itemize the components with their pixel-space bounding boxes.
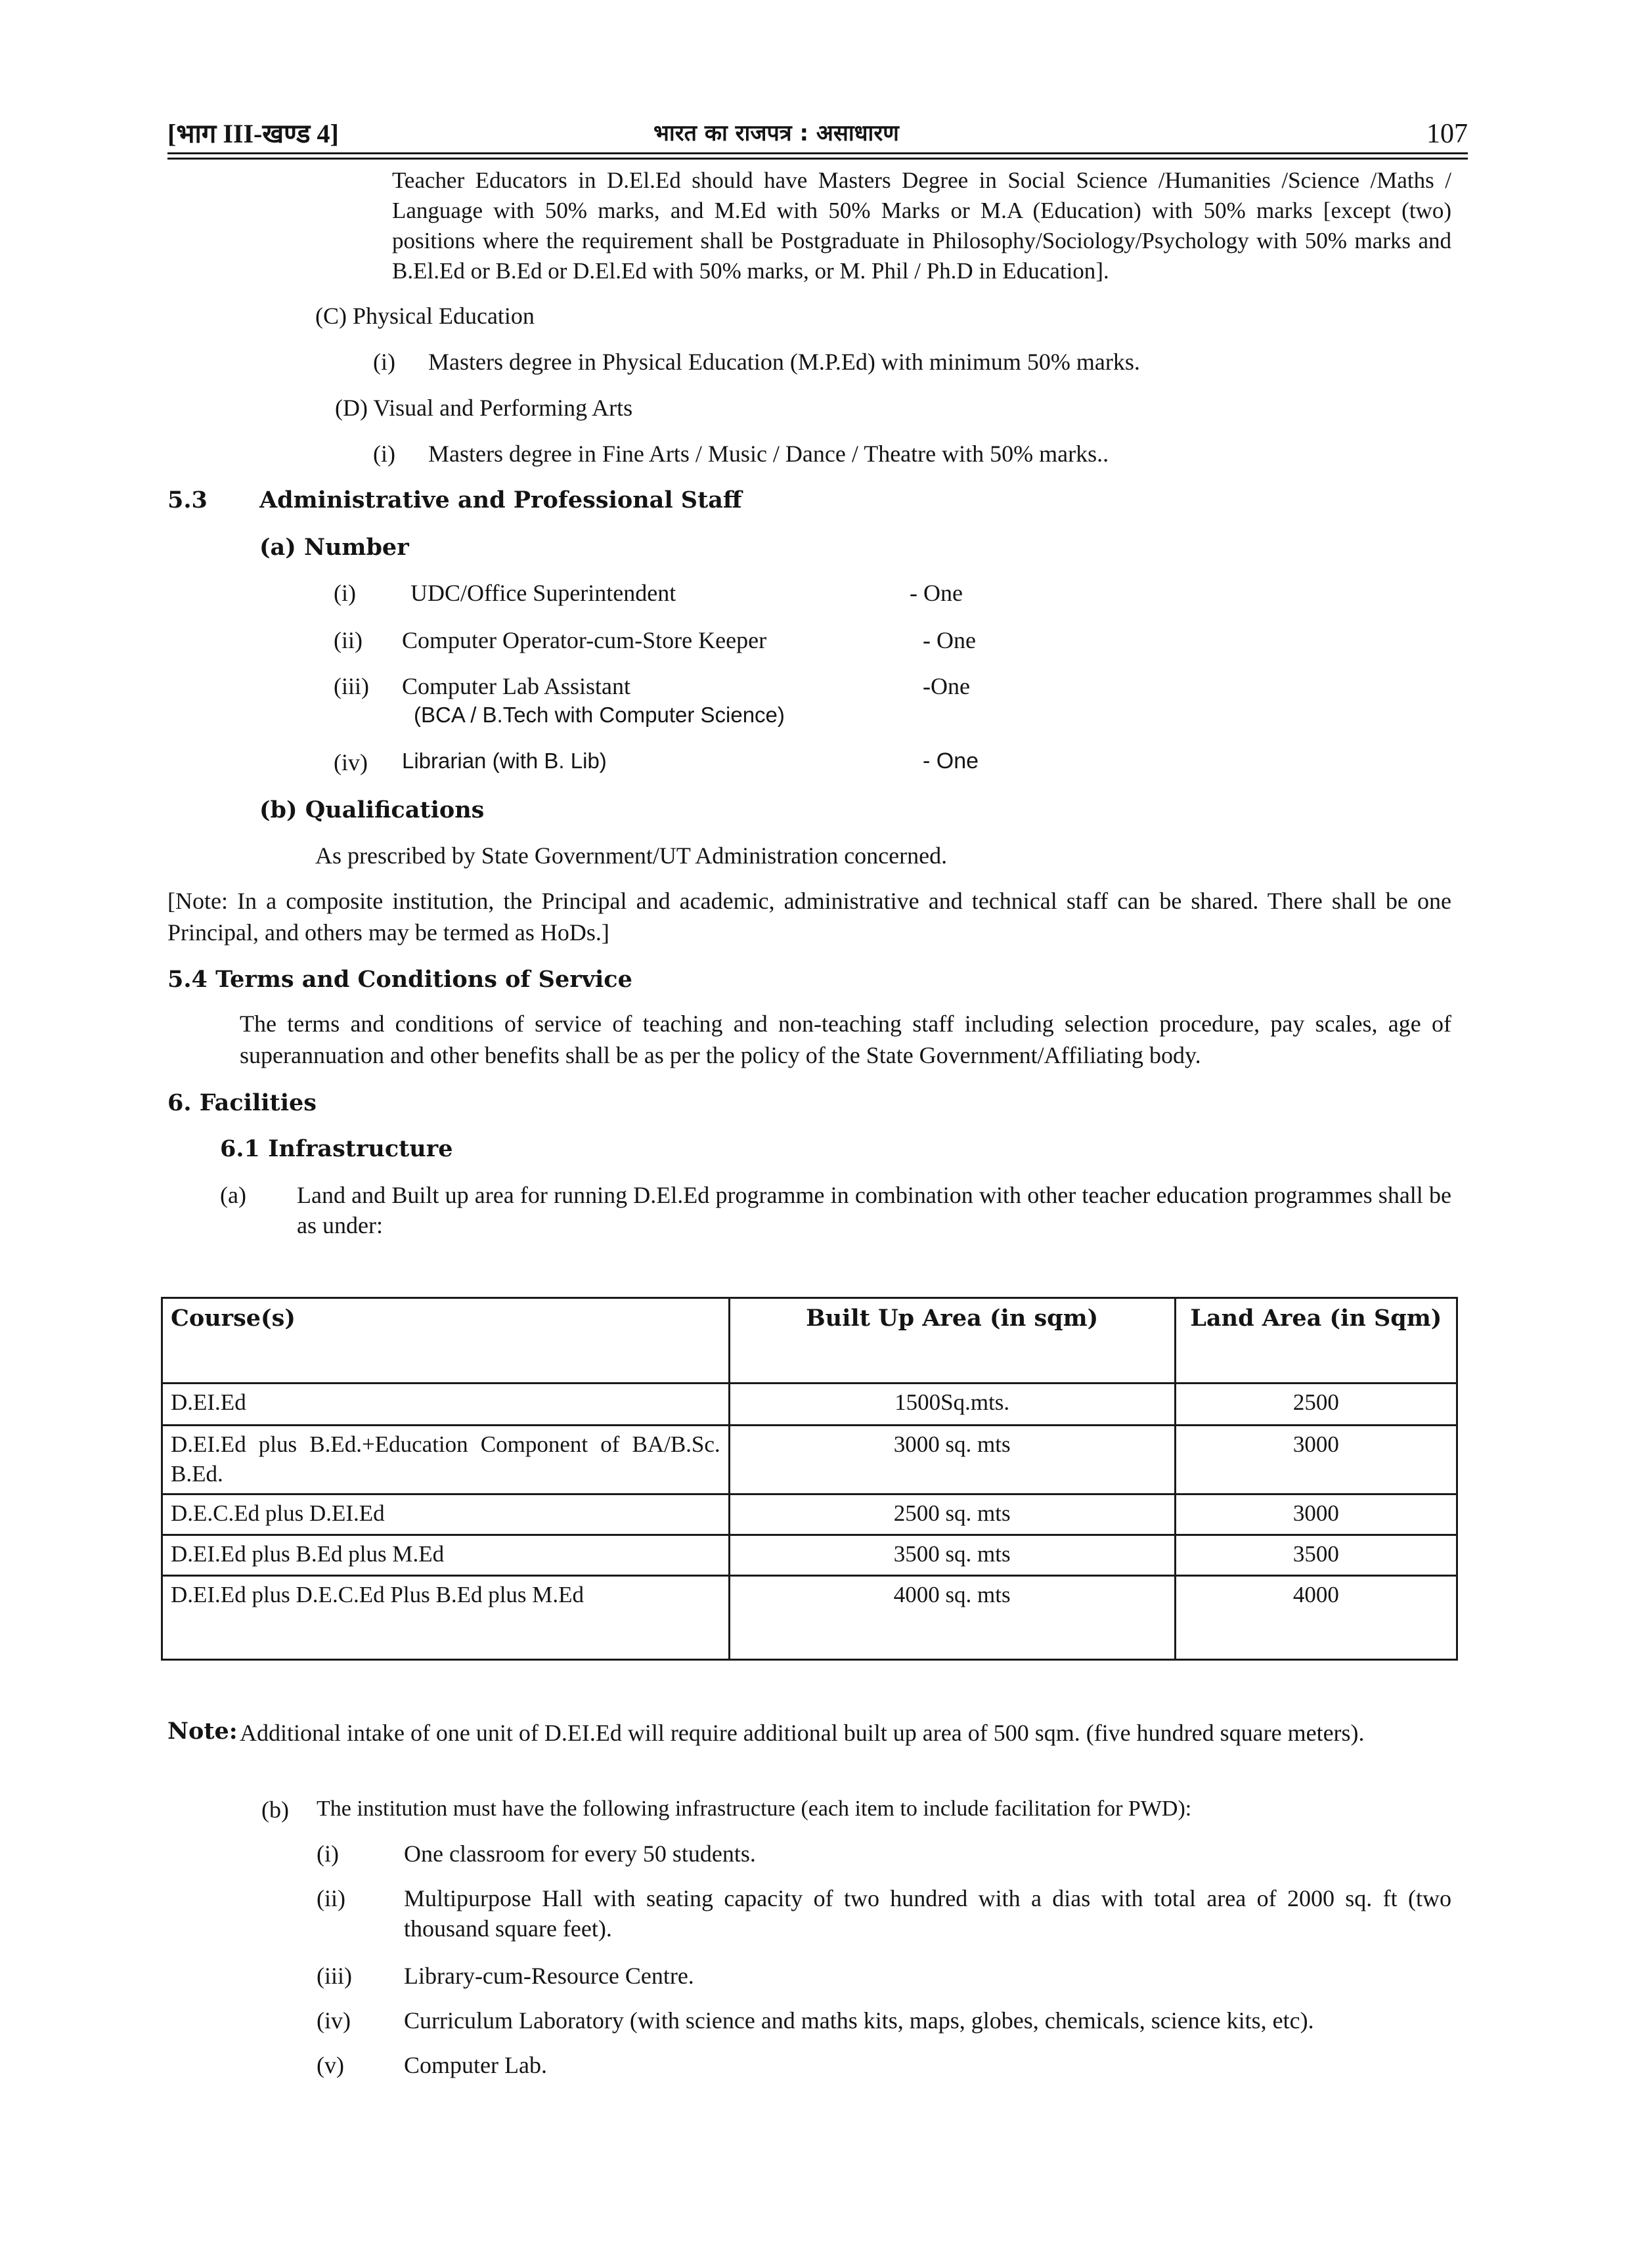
infra-item-4-text: Curriculum Laboratory (with science and maths kits, maps, globes, chemicals, science kits, etc). [404,2007,1314,2034]
section-6-title: 6. Facilities [167,1089,317,1116]
table-header-row [162,1298,1457,1384]
section-5-4-text: The terms and conditions of service of teaching and non-teaching staff including selection procedure, pay scales, age of superannuation and other benefits shall be as per the policy of the State Government/Affiliating body. [240,1011,1451,1068]
header-rule-bottom [167,158,1468,160]
running-header [167,117,1468,150]
built-up-area-cell: 3500 sq. mts [729,1535,1175,1575]
table-row [162,1384,1457,1426]
staff-4-role: Librarian (with B. Lib) [402,749,607,773]
physical-education-item-text: Masters degree in Physical Education (M.P.Ed) with minimum 50% marks. [428,349,1140,375]
area-requirements-table [161,1297,1458,1661]
table-row [162,1494,1457,1535]
header-built-up-area: Built Up Area (in sqm) [729,1298,1175,1384]
item-a-text: Land and Built up area for running D.El.Ed programme in combination with other teacher education programmes shall be as under: [297,1182,1451,1238]
land-area-cell: 3000 [1175,1494,1457,1535]
visual-arts-heading: (D) Visual and Performing Arts [335,395,633,421]
intake-note-label: Note: [167,1718,238,1745]
physical-education-item-num: (i) [373,349,395,375]
staff-2-role: Computer Operator-cum-Store Keeper [402,627,767,653]
staff-3-num: (iii) [334,673,369,699]
header-courses: Course(s) [162,1298,730,1384]
physical-education-heading: (C) Physical Education [315,303,535,329]
header-section-label: [भाग III-खण्ड 4] [167,119,339,148]
staff-1-role: UDC/Office Superintendent [410,580,676,606]
land-area-cell: 4000 [1175,1575,1457,1659]
built-up-area-cell: 1500Sq.mts. [729,1384,1175,1426]
staff-3-role-note: (BCA / B.Tech with Computer Science) [414,703,785,727]
section-5-4-title: 5.4 Terms and Conditions of Service [167,966,632,993]
section-5-3-title: Administrative and Professional Staff [259,487,742,513]
visual-arts-item-text: Masters degree in Fine Arts / Music / Dance / Theatre with 50% marks.. [428,441,1109,467]
header-rule-top [167,152,1468,154]
table-row [162,1426,1457,1494]
section-5-3-number: 5.3 [167,487,208,513]
infra-item-1-num: (i) [317,1841,339,1867]
land-area-cell: 2500 [1175,1384,1457,1426]
header-gazette-title: भारत का राजपत्र : असाधारण [653,120,899,146]
item-a-num: (a) [220,1182,246,1208]
staff-4-count: - One [923,749,979,774]
staff-2-count: - One [923,627,976,653]
infra-item-1-text: One classroom for every 50 students. [404,1841,756,1867]
course-cell: D.EI.Ed [162,1384,730,1426]
number-subheading: (a) Number [259,534,409,561]
built-up-area-cell: 4000 sq. mts [729,1575,1175,1659]
infrastructure-b-text: The institution must have the following infrastructure (each item to include facilitation for PWD): [317,1797,1192,1821]
table-row [162,1575,1457,1659]
infra-item-3-text: Library-cum-Resource Centre. [404,1963,694,1989]
built-up-area-cell: 3000 sq. mts [729,1426,1175,1494]
infra-item-3-num: (iii) [317,1963,352,1989]
intake-note-text-wrap [167,1717,1451,1749]
intake-note-text: Additional intake of one unit of D.EI.Ed will require additional built up area of 500 sqm. (five hundred square meters). [240,1720,1365,1746]
teacher-educators-paragraph: Teacher Educators in D.El.Ed should have Masters Degree in Social Science /Humanities /Science /Maths / Language with 50% marks, and M.Ed with 50% Marks or M.A (Education) with 50% marks [except (two) positions where the requirement shall be Postgraduate in Philosophy/Sociology/Psychology with 50% marks and B.El.Ed or B.Ed or D.El.Ed with 50% marks, or M. Phil / Ph.D in Education]. [392,167,1451,284]
infra-item-2-num: (ii) [317,1885,345,1911]
staff-4-num: (iv) [334,749,368,775]
section-6-1-title: 6.1 Infrastructure [220,1135,453,1162]
course-cell: D.EI.Ed plus D.E.C.Ed Plus B.Ed plus M.Ed [162,1575,730,1659]
infra-item-5-text: Computer Lab. [404,2052,547,2078]
visual-arts-item-num: (i) [373,441,395,467]
table-row [162,1535,1457,1575]
infra-item-5-num: (v) [317,2052,344,2078]
staff-1-count: - One [910,580,963,606]
staff-1-num: (i) [334,580,356,606]
infrastructure-b-num: (b) [261,1797,289,1823]
course-cell: D.EI.Ed plus B.Ed.+Education Component of BA/B.Sc. B.Ed. [162,1426,730,1494]
composite-institution-note: [Note: In a composite institution, the Principal and academic, administrative and technical staff can be shared. There shall be one Principal, and others may be termed as HoDs.] [167,888,1451,946]
page-number: 107 [1426,119,1468,149]
course-cell: D.E.C.Ed plus D.EI.Ed [162,1494,730,1535]
staff-2-num: (ii) [334,627,363,653]
infra-item-4-num: (iv) [317,2007,351,2034]
staff-3-count: -One [923,673,970,699]
qualifications-text: As prescribed by State Government/UT Administration concerned. [315,842,948,869]
qualifications-subheading: (b) Qualifications [259,796,485,823]
land-area-cell: 3500 [1175,1535,1457,1575]
staff-3-role: Computer Lab Assistant [402,673,630,699]
land-area-cell: 3000 [1175,1426,1457,1494]
built-up-area-cell: 2500 sq. mts [729,1494,1175,1535]
header-land-area: Land Area (in Sqm) [1175,1298,1457,1384]
infra-item-2-text: Multipurpose Hall with seating capacity of two hundred with a dias with total area of 2000 sq. ft (two thousand square feet). [404,1885,1451,1942]
course-cell: D.EI.Ed plus B.Ed plus M.Ed [162,1535,730,1575]
